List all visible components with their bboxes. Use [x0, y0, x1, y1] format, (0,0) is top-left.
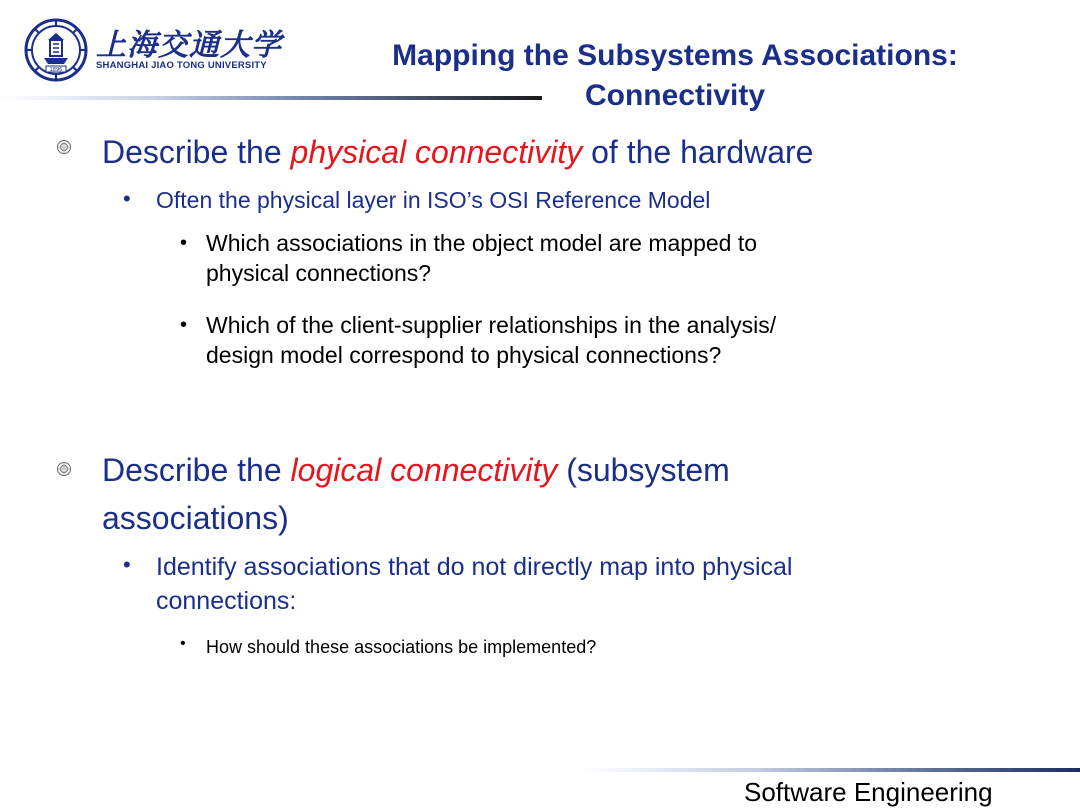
section-2-subpoint: Identify associations that do not directly map into physical connections: — [156, 553, 793, 615]
detail-bullet-dot: • — [180, 314, 188, 336]
sub-bullet-dot: • — [123, 552, 131, 577]
section-1-detail-1: Which associations in the object model are mapped to physical connections? — [206, 230, 758, 286]
logo-chinese-name: 上海交通大学 — [96, 28, 282, 63]
university-logo — [24, 18, 282, 82]
section-1-detail-2: Which of the client-supplier relationships in the analysis/ design model correspond to physical connections? — [206, 312, 777, 368]
bullet-icon — [56, 461, 72, 477]
footer-divider — [580, 768, 1080, 772]
sub-bullet-dot: • — [123, 186, 131, 211]
logo-english-name: SHANGHAI JIAO TONG UNIVERSITY — [96, 60, 267, 71]
physical-connectivity-emphasis: physical connectivity — [290, 134, 583, 170]
title-divider — [0, 96, 542, 100]
section-1-heading: Describe the physical connectivity of the hardware — [102, 134, 814, 170]
detail-bullet-dot: • — [180, 635, 186, 652]
title-line-2: Connectivity — [584, 79, 766, 112]
footer-label: Software Engineering — [744, 777, 993, 807]
title-line-1: Mapping the Subsystems Associations: — [392, 39, 958, 72]
svg-text:1896: 1896 — [49, 67, 63, 73]
logical-connectivity-emphasis: logical connectivity — [290, 452, 558, 488]
section-2-heading: Describe the logical connectivity (subsystem associations) — [102, 452, 730, 536]
slide-title — [290, 36, 1060, 116]
section-1-subpoint: Often the physical layer in ISO’s OSI Reference Model — [156, 187, 711, 213]
university-seal-icon — [24, 18, 88, 82]
detail-bullet-dot: • — [180, 232, 188, 254]
bullet-icon — [56, 139, 72, 155]
section-2-detail: How should these associations be implemented? — [206, 637, 597, 657]
